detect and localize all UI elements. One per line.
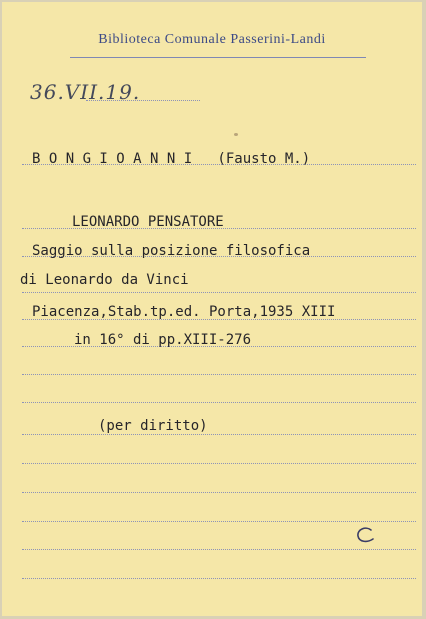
ruled-line — [22, 521, 416, 522]
ruled-line — [22, 492, 416, 493]
handwritten-c-mark — [354, 524, 376, 546]
catalog-card — [2, 2, 422, 616]
ruled-line — [22, 463, 416, 464]
ruled-line — [22, 292, 416, 293]
ruled-line — [22, 578, 416, 579]
ruled-line — [86, 100, 200, 101]
acquisition-note: (per diritto) — [98, 418, 208, 434]
accession-number: 36.VII.19. — [30, 80, 141, 104]
ruled-line — [22, 402, 416, 403]
subtitle-line-2: di Leonardo da Vinci — [20, 272, 189, 288]
book-title: LEONARDO PENSATORE — [72, 214, 224, 230]
author-heading: B O N G I O A N N I (Fausto M.) — [32, 151, 311, 167]
imprint-line: Piacenza,Stab.tp.ed. Porta,1935 XIII — [32, 304, 336, 320]
subtitle-line-1: Saggio sulla posizione filosofica — [32, 243, 311, 259]
library-header: Biblioteca Comunale Passerini-Landi — [98, 32, 326, 47]
ink-speck — [234, 133, 238, 136]
ruled-line — [22, 374, 416, 375]
header-divider — [70, 57, 366, 58]
ruled-line — [22, 549, 416, 550]
ruled-line — [22, 434, 416, 435]
format-line: in 16° di pp.XIII-276 — [74, 332, 252, 348]
